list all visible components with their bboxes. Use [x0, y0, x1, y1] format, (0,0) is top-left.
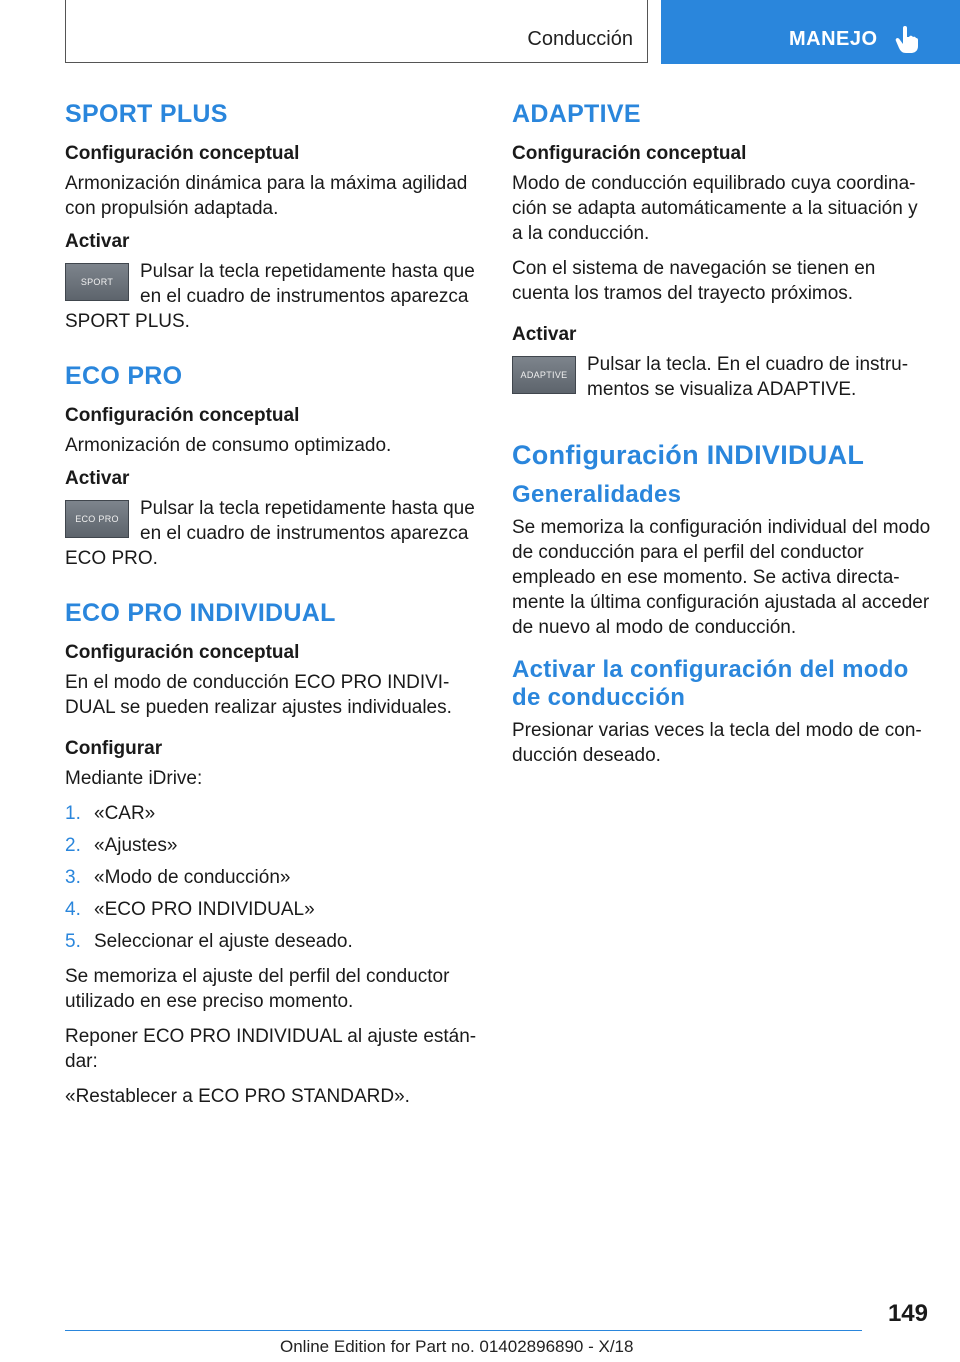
list-item: [65, 929, 477, 954]
step-text: «CAR»: [94, 803, 156, 824]
step-number: 3.: [65, 867, 81, 888]
general-heading: Generalidades: [512, 481, 682, 508]
concept-text: Modo de conducción equilibrado cuya coordina-ción se adapta automáticamente a la situación y a la conducción.: [512, 173, 918, 244]
adaptive-title: ADAPTIVE: [512, 100, 641, 128]
adaptive-key-image: ADAPTIVE: [512, 356, 576, 394]
eco-pro-key-image: ECO PRO: [65, 500, 129, 538]
eco-pro-section: [65, 362, 477, 571]
eco-pro-individual-section: [65, 599, 477, 1109]
note-text: Reponer ECO PRO INDIVIDUAL al ajuste están-dar:: [65, 1026, 477, 1072]
configure-steps: [65, 801, 477, 954]
note-text: «Restablecer a ECO PRO STANDARD».: [65, 1086, 410, 1107]
eco-pro-individual-title: ECO PRO INDIVIDUAL: [65, 599, 336, 627]
adaptive-section: [512, 100, 932, 412]
right-column: [512, 100, 932, 778]
list-item: [65, 897, 477, 922]
concept-text: Armonización de consumo optimizado.: [65, 435, 392, 456]
activate-config-text: Presionar varias veces la tecla del modo de con-ducción deseado.: [512, 720, 922, 766]
chapter-title: MANEJO: [789, 28, 878, 50]
eco-pro-title: ECO PRO: [65, 362, 183, 390]
activate-instruction: [65, 259, 477, 334]
individual-title: Configuración INDIVIDUAL: [512, 440, 865, 470]
general-text: Se memoriza la configuración individual del modo de conducción para el perfil del conductor empleado en ese momento. Se activa directa-mente la última configuración ajustada al acceder de nuevo al modo de conducción.: [512, 517, 931, 638]
individual-section: [512, 440, 932, 768]
chapter-tab: [661, 0, 960, 64]
footer-divider: [65, 1330, 862, 1331]
step-number: 1.: [65, 803, 81, 824]
activate-config-heading: Activar la configuración del modo de conducción: [512, 656, 909, 711]
left-column: [65, 100, 477, 1137]
concept-heading: Configuración conceptual: [65, 405, 300, 426]
activate-text: Pulsar la tecla repetidamente hasta que en el cuadro de instrumentos aparezca SPORT PLUS.: [65, 261, 475, 332]
activate-heading: Activar: [65, 468, 130, 489]
concept-text: Armonización dinámica para la máxima agilidad con propulsión adaptada.: [65, 173, 468, 219]
list-item: [65, 801, 477, 826]
configure-intro: Mediante iDrive:: [65, 768, 203, 789]
activate-instruction: [512, 352, 932, 412]
configure-heading: Configurar: [65, 738, 163, 759]
activate-text: Pulsar la tecla. En el cuadro de instru-mentos se visualiza ADAPTIVE.: [587, 354, 909, 400]
list-item: [65, 865, 477, 890]
concept-text: En el modo de conducción ECO PRO INDIVI-DUAL se pueden realizar ajustes individuales.: [65, 672, 452, 718]
activate-heading: Activar: [65, 231, 130, 252]
section-title: Conducción: [527, 28, 633, 50]
step-text: Seleccionar el ajuste deseado.: [94, 931, 353, 952]
sport-plus-title: SPORT PLUS: [65, 100, 228, 128]
activate-instruction: [65, 496, 477, 571]
activate-heading: Activar: [512, 324, 577, 345]
concept-heading: Configuración conceptual: [65, 642, 300, 663]
hand-pointer-icon: [894, 26, 920, 54]
page-number: 149: [887, 1300, 928, 1327]
concept-heading: Configuración conceptual: [512, 143, 747, 164]
navigation-text: Con el sistema de navegación se tienen en cuenta los tramos del trayecto próximos.: [512, 258, 876, 304]
step-number: 2.: [65, 835, 81, 856]
step-text: «Ajustes»: [94, 835, 178, 856]
activate-text: Pulsar la tecla repetidamente hasta que en el cuadro de instrumentos aparezca ECO PRO.: [65, 498, 475, 569]
list-item: [65, 833, 477, 858]
note-text: Se memoriza el ajuste del perfil del conductor utilizado en ese preciso momento.: [65, 966, 450, 1012]
step-text: «Modo de conducción»: [94, 867, 291, 888]
step-number: 5.: [65, 931, 81, 952]
running-header: [65, 0, 648, 63]
step-number: 4.: [65, 899, 81, 920]
sport-plus-section: [65, 100, 477, 334]
step-text: «ECO PRO INDIVIDUAL»: [94, 899, 315, 920]
edition-text: Online Edition for Part no. 01402896890 - X/18: [280, 1337, 634, 1356]
concept-heading: Configuración conceptual: [65, 143, 300, 164]
sport-key-image: SPORT: [65, 263, 129, 301]
